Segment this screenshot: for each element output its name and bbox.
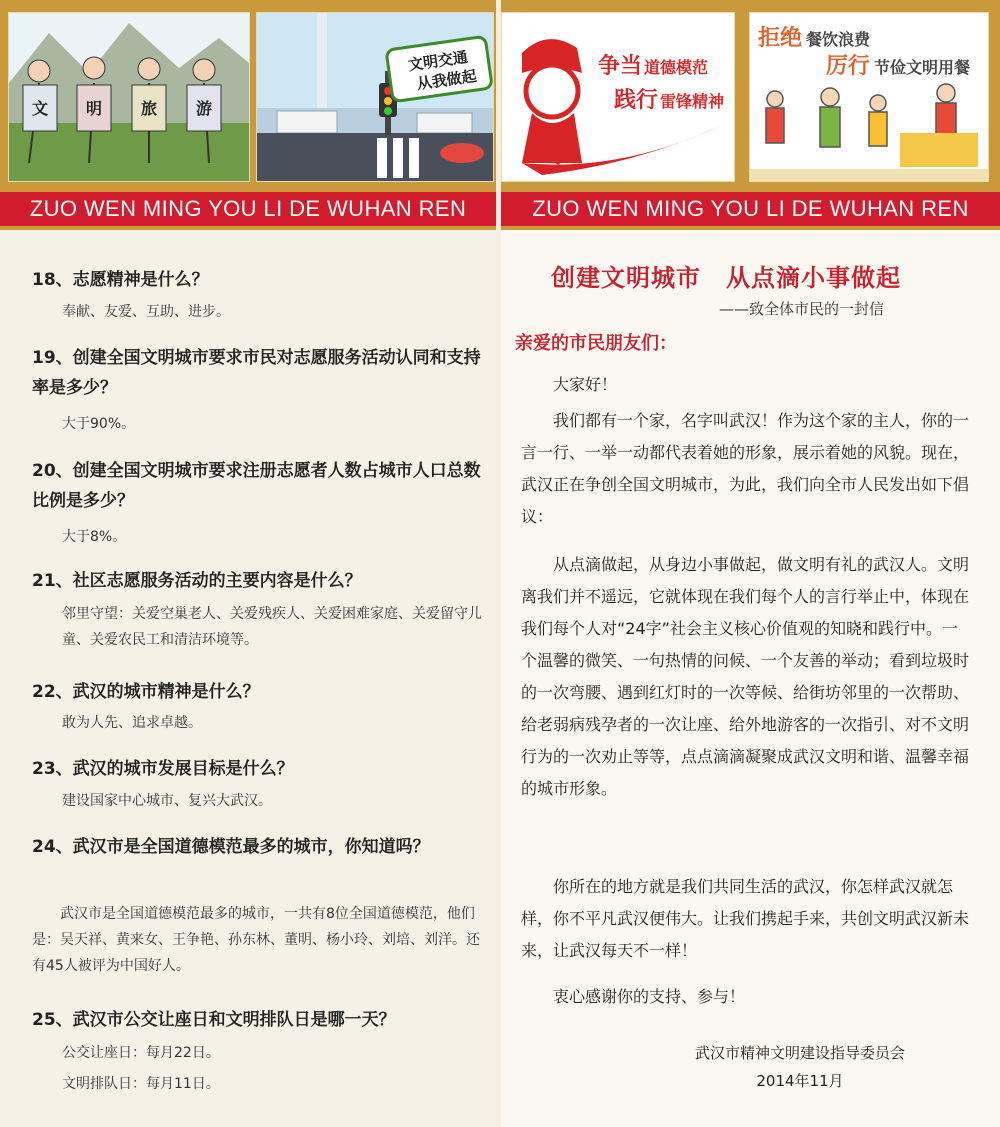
letter-subtitle: ——致全体市民的一封信 (719, 300, 885, 318)
header-band-right: ZUO WEN MING YOU LI DE WUHAN REN (501, 192, 1000, 226)
leifeng-illustration (501, 12, 735, 182)
food-line2-emphasis: 厉行 (826, 54, 871, 79)
header-strip-right (501, 226, 1000, 230)
answer-19: 大于90%。 (62, 416, 136, 432)
answer-22: 敢为人先、追求卓越。 (62, 715, 202, 731)
food-waste-illustration (749, 12, 989, 182)
leifeng-line2-emphasis: 践行 (614, 88, 659, 113)
leifeng-line2-rest: 雷锋精神 (660, 92, 725, 111)
letter-paragraph-2: 我们都有一个家，名字叫武汉！作为这个家的主人，你的一言一行、一举一动都代表着她的形象，展示着她的风貌。现在，武汉正在争创全国文明城市，为此，我们向全市人民发出如下倡议： (521, 411, 970, 526)
answer-18: 奉献、友爱、互助、进步。 (62, 304, 230, 320)
letter-date: 2014年11月 (756, 1072, 844, 1090)
leifeng-line1-emphasis: 争当 (598, 54, 643, 79)
food-line1-rest: 餐饮浪费 (806, 30, 871, 49)
leifeng-line1-rest: 道德模范 (644, 58, 709, 77)
question-23: 23、武汉的城市发展目标是什么？ (32, 759, 294, 779)
letter-signature: 武汉市精神文明建设指导委员会 (694, 1044, 905, 1062)
question-25: 25、武汉市公交让座日和文明排队日是哪一天？ (32, 1010, 396, 1030)
question-19: 19、创建全国文明城市要求市民对志愿服务活动认同和支持率是多少？ (32, 348, 481, 398)
answer-25-queue: 文明排队日：每月11日。 (62, 1076, 220, 1092)
travel-sign-4: 游 (195, 99, 213, 118)
answer-24: 武汉市是全国道德模范最多的城市，一共有8位全国道德模范，他们是：吴天祥、黄来女、王争艳、孙东林、董明、杨小玲、刘培、刘洋。还有45人被评为中国好人。 (32, 906, 480, 974)
header-band-left: ZUO WEN MING YOU LI DE WUHAN REN (0, 192, 496, 226)
letter-paragraph-4: 你所在的地方就是我们共同生活的武汉，你怎样武汉就怎样，你不平凡武汉便伟大。让我们携起手来，共创文明武汉新未来，让武汉每天不一样！ (521, 877, 970, 960)
civilized-travel-illustration (8, 12, 250, 182)
question-24: 24、武汉市是全国道德模范最多的城市，你知道吗？ (32, 837, 430, 857)
answer-21: 邻里守望：关爱空巢老人、关爱残疾人、关爱困难家庭、关爱留守儿童、关爱农民工和清洁环境等。 (62, 606, 482, 648)
letter-paragraph-1: 大家好！ (553, 375, 618, 394)
question-22: 22、武汉的城市精神是什么？ (32, 682, 260, 702)
food-line1-emphasis: 拒绝 (758, 26, 803, 51)
traffic-sign-line1: 文明交通 (407, 47, 469, 75)
question-20: 20、创建全国文明城市要求注册志愿者人数占城市人口总数比例是多少？ (32, 461, 481, 511)
travel-sign-1: 文 (31, 99, 49, 118)
civilized-traffic-illustration (256, 12, 494, 182)
question-18: 18、志愿精神是什么？ (32, 270, 209, 290)
question-21: 21、社区志愿服务活动的主要内容是什么？ (32, 571, 362, 591)
answer-25-bus: 公交让座日：每月22日。 (62, 1045, 220, 1061)
letter-greeting: 亲爱的市民朋友们： (515, 333, 677, 354)
answer-23: 建设国家中心城市、复兴大武汉。 (62, 793, 272, 809)
left-page (0, 0, 496, 1127)
travel-sign-3: 旅 (140, 99, 158, 118)
food-line2-rest: 节俭文明用餐 (874, 58, 971, 77)
answer-20: 大于8%。 (62, 529, 127, 545)
letter-title: 创建文明城市 从点滴小事做起 (551, 263, 901, 292)
letter-paragraph-3: 从点滴做起，从身边小事做起，做文明有礼的武汉人。文明离我们并不遥远，它就体现在我们每个人的言行举止中，体现在我们每个人对“24字”社会主义核心价值观的知晓和践行中。一个温馨的微笑、一句热情的问候、一个友善的举动；看到垃圾时的一次弯腰、遇到红灯时的一次等候、给街坊邻里的一次帮助、给老弱病残孕者的一次让座、给外地游客的一次指引、对不文明行为的一次劝止等等，点点滴滴凝聚成武汉文明和谐、温馨幸福的城市形象。 (521, 555, 970, 798)
letter-paragraph-5: 衷心感谢你的支持、参与！ (553, 987, 746, 1006)
header-strip-left (0, 226, 496, 230)
travel-sign-2: 明 (85, 99, 103, 118)
traffic-sign-line2: 从我做起 (415, 66, 478, 94)
right-page (501, 0, 1000, 1127)
